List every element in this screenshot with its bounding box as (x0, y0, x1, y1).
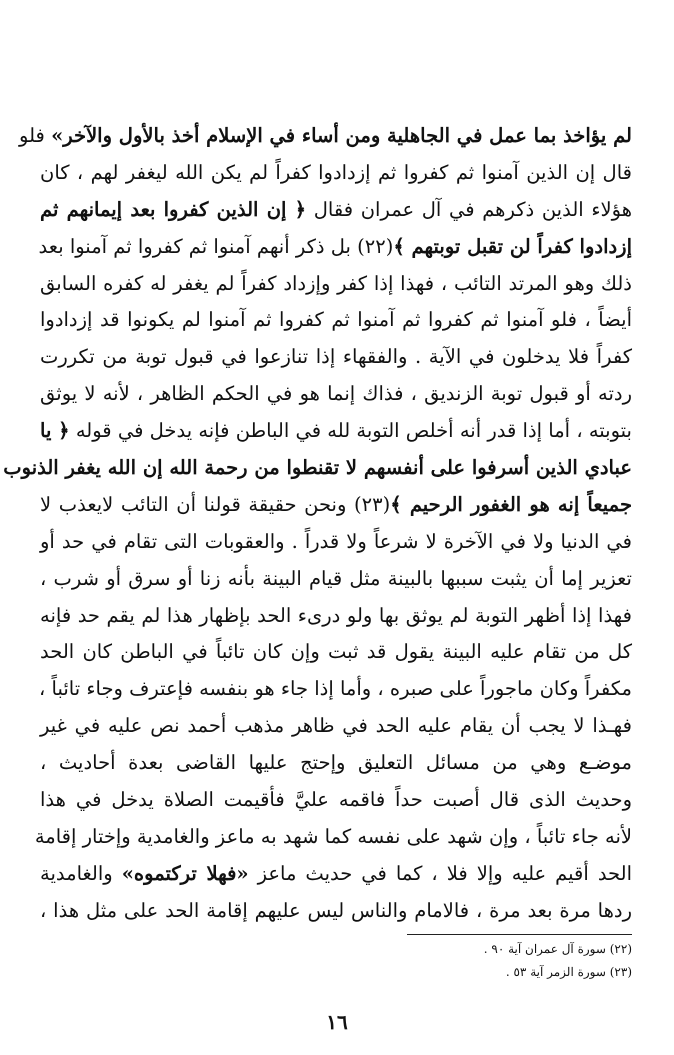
text-line (40, 266, 632, 303)
text-line (40, 745, 632, 782)
page-number: ١٦ (326, 1010, 348, 1034)
text-segment: مكفراً وكان ماجوراً على صبره ، وأما إذا جاء هو بنفسه فإعترف وجاء تائباً ، (39, 677, 632, 701)
text-line (40, 339, 632, 376)
text-line (40, 598, 632, 635)
text-segment: هؤلاء الذين ذكرهم في آل عمران فقال (306, 197, 632, 221)
text-line (40, 782, 632, 819)
text-segment: ردها مرة بعد مرة ، فالامام والناس ليس عليهم إقامة الحد على مثل هذا ، (40, 898, 632, 922)
bold-text-segment: ﴿ إن الذين كفروا بعد إيمانهم ثم (40, 197, 307, 221)
text-line (19, 118, 632, 155)
text-segment: كل من تقام عليه البينة يقول قد ثبت وإن كان تائباً في الباطن كان الحد (40, 640, 632, 664)
text-segment: ردته أو قبول توبة الزنديق ، فذاك إنما هو في الحكم الظاهر ، لأنه لا يوثق (40, 382, 632, 406)
text-segment: في الدنيا ولا في الآخرة لا شرعاً ولا قدراً . والعقوبات التى تقام في حد أو (40, 529, 632, 553)
text-line (40, 155, 632, 192)
text-line (40, 376, 632, 413)
text-line (40, 893, 632, 930)
bold-text-segment: ﴿ يا (40, 419, 70, 443)
text-segment: (٢٣) ونحن حقيقة قولنا أن التائب لايعذب لا (40, 492, 391, 516)
text-segment: قال إن الذين آمنوا ثم كفروا ثم إزدادوا كفراً لم يكن الله ليغفر لهم ، كان (40, 160, 632, 184)
text-line (40, 561, 632, 598)
text-segment: فهذا إذا أظهر التوبة لم يوثق بها ولو درىء الحد بإظهار هذا لم يقم حد فإنه (40, 603, 632, 627)
text-line (34, 819, 632, 856)
text-line (40, 302, 632, 339)
text-segment: وحديث الذى قال أصبت حداً فاقمه عليَّ فأقيمت الصلاة يدخل في هذا (40, 788, 632, 812)
text-segment: فلو (19, 124, 52, 147)
main-text-block (3, 118, 632, 930)
text-segment: الحد أقيم عليه وإلا فلا ، كما في حديث ماعز (248, 861, 632, 885)
text-segment: والغامدية (40, 861, 122, 885)
text-line (40, 192, 632, 229)
text-segment: أيضاً ، فلو آمنوا ثم كفروا ثم آمنوا ثم كفروا ثم آمنوا لم يكونوا قد إزدادوا (40, 308, 632, 332)
text-line (40, 671, 632, 708)
text-segment: ذلك وهو المرتد التائب ، فهذا إذا كفر وإزداد كفراً لم يغفر له كفره السابق (40, 271, 632, 295)
text-line (3, 450, 632, 487)
bold-text-segment: جميعاً إنه هو الغفور الرحيم ﴾ (390, 492, 632, 516)
text-segment: فهـذا لا يجب أن يقام عليه الحد في ظاهر مذهب أحمد نص عليه في غير (40, 714, 632, 738)
text-segment: بتوبته ، أما إذا قدر أنه أخلص التوبة لله في الباطن فإنه يدخل في قوله (69, 419, 632, 443)
text-line (40, 708, 632, 745)
footnote-23: (٢٣) سورة الزمر آية ٥٣ . (505, 965, 632, 979)
bold-text-segment: «فهلا تركتموه» (121, 861, 249, 885)
text-line (40, 413, 632, 450)
text-line (40, 229, 632, 266)
bold-text-segment: لم يؤاخذ بما عمل في الجاهلية ومن أساء في الإسلام أخذ بالأول والآخر» (51, 124, 632, 147)
footnote-22: (٢٢) سورة آل عمران آية ٩٠ . (483, 942, 632, 956)
text-line (40, 856, 632, 893)
text-segment: موضـع وهي من مسائل التعليق وإحتج عليها القاضى بعدة أحاديث ، (40, 751, 632, 775)
bold-text-segment: إزدادوا كفراً لن تقبل توبتهم ﴾ (393, 234, 632, 258)
footnotes (232, 938, 632, 984)
text-line (40, 487, 632, 524)
text-segment: تعزير إما أن يثبت سببها بالبينة مثل قيام البينة بأنه زنا أو سرق أو شرب ، (40, 566, 632, 590)
text-segment: لأنه جاء تائباً ، وإن شهد على نفسه كما شهد به ماعز والغامدية وإختار إقامة (34, 824, 632, 848)
text-line (40, 524, 632, 561)
footnote-divider (407, 934, 632, 935)
text-segment: (٢٢) بل ذكر أنهم آمنوا ثم كفروا ثم آمنوا بعد (38, 234, 394, 258)
text-line (40, 634, 632, 671)
text-segment: كفراً فلا يدخلون في الآية . والفقهاء إذا تنازعوا في قبول توبة من تكررت (40, 345, 632, 369)
bold-text-segment: عبادي الذين أسرفوا على أنفسهم لا تقنطوا من رحمة الله إن الله يغفر الذنوب (3, 456, 632, 480)
